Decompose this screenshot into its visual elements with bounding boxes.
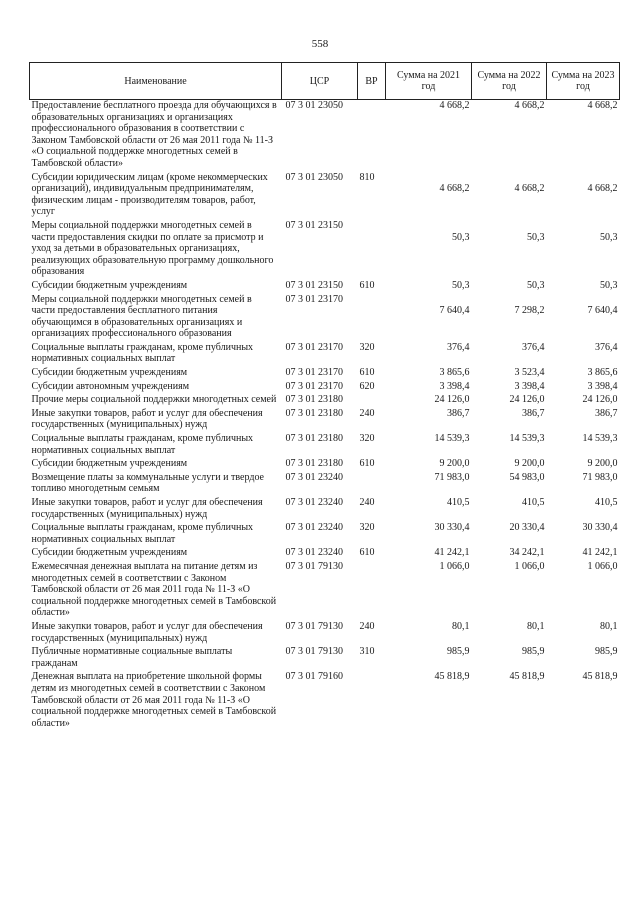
row-sum-2022: 20 330,4 bbox=[509, 522, 545, 534]
table-row bbox=[30, 381, 620, 395]
row-name: Иные закупки товаров, работ и услуг для обеспечения государственных (муниципальных) нужд bbox=[31, 497, 263, 520]
row-sum-2023: 50,3 bbox=[600, 279, 618, 291]
row-sum-2021: 985,9 bbox=[447, 646, 470, 658]
row-sum-2023: 24 126,0 bbox=[582, 394, 618, 406]
row-name: Публичные нормативные социальные выплаты гражданам bbox=[31, 646, 233, 669]
row-name: Социальные выплаты гражданам, кроме публичных нормативных социальных выплат bbox=[31, 522, 254, 545]
row-name: Субсидии автономным учреждениям bbox=[31, 380, 190, 392]
table-row bbox=[30, 472, 620, 497]
budget-table bbox=[29, 62, 620, 731]
table-row bbox=[30, 561, 620, 621]
row-csr: 07 3 01 23180 bbox=[285, 458, 343, 470]
row-sum-2022: 50,3 bbox=[527, 231, 545, 243]
row-sum-2021: 386,7 bbox=[447, 407, 470, 419]
row-sum-2023: 45 818,9 bbox=[582, 671, 618, 683]
row-vr: 240 bbox=[359, 497, 375, 508]
table-row bbox=[30, 220, 620, 280]
row-vr: 320 bbox=[359, 522, 375, 534]
row-csr: 07 3 01 23170 bbox=[285, 367, 343, 379]
row-name: Субсидии бюджетным учреждениям bbox=[31, 367, 188, 379]
row-sum-2021: 24 126,0 bbox=[434, 394, 470, 406]
row-vr: 610 bbox=[359, 547, 375, 559]
row-vr bbox=[358, 220, 386, 280]
row-sum-2021: 80,1 bbox=[452, 620, 470, 632]
row-sum-2021: 376,4 bbox=[447, 341, 470, 353]
row-sum-2022: 50,3 bbox=[527, 279, 545, 291]
table-row bbox=[30, 621, 620, 646]
row-sum-2023: 3 398,4 bbox=[587, 380, 618, 392]
row-sum-2021: 3 865,6 bbox=[439, 367, 470, 379]
table-row bbox=[30, 433, 620, 458]
row-vr bbox=[358, 472, 386, 497]
row-sum-2021: 45 818,9 bbox=[434, 671, 470, 683]
row-sum-2021: 30 330,4 bbox=[434, 522, 470, 534]
row-sum-2021: 71 983,0 bbox=[434, 471, 470, 483]
header-vr: ВР bbox=[358, 63, 386, 100]
row-name: Прочие меры социальной поддержки многодетных семей bbox=[31, 394, 277, 406]
row-sum-2022: 985,9 bbox=[522, 646, 545, 658]
row-sum-2022: 24 126,0 bbox=[509, 394, 545, 406]
row-name: Субсидии бюджетным учреждениям bbox=[31, 547, 188, 559]
row-sum-2022: 1 066,0 bbox=[514, 560, 545, 572]
table-row bbox=[30, 294, 620, 342]
row-csr: 07 3 01 79160 bbox=[285, 671, 343, 683]
row-sum-2021: 3 398,4 bbox=[439, 380, 470, 392]
row-sum-2022: 376,4 bbox=[522, 341, 545, 353]
row-vr: 320 bbox=[359, 433, 375, 445]
row-csr: 07 3 01 23170 bbox=[285, 380, 343, 392]
row-name: Социальные выплаты гражданам, кроме публичных нормативных социальных выплат bbox=[31, 433, 254, 456]
header-sum-2022: Сумма на 2022 год bbox=[472, 63, 547, 100]
row-sum-2022: 4 668,2 bbox=[514, 183, 545, 195]
row-vr: 610 bbox=[359, 279, 375, 291]
row-csr: 07 3 01 23170 bbox=[285, 341, 343, 353]
row-name: Денежная выплата на приобретение школьной формы детям из многодетных семей в соответствии с Законом Тамбовской области от 26 мая 2011 года № 11-З «О социальной поддержке многодетных семей в Тамбовской области» bbox=[31, 671, 277, 729]
row-csr: 07 3 01 23050 bbox=[285, 171, 343, 183]
table-header-row bbox=[30, 63, 620, 100]
row-sum-2023: 14 539,3 bbox=[582, 433, 618, 445]
row-vr bbox=[358, 100, 386, 172]
row-sum-2023: 410,5 bbox=[595, 497, 618, 508]
row-sum-2021: 9 200,0 bbox=[439, 458, 470, 470]
row-sum-2023: 9 200,0 bbox=[587, 458, 618, 470]
row-vr bbox=[358, 671, 386, 731]
row-sum-2023: 4 668,2 bbox=[587, 183, 618, 195]
table-row bbox=[30, 671, 620, 731]
row-vr: 320 bbox=[359, 341, 375, 353]
row-csr: 07 3 01 23180 bbox=[285, 407, 343, 419]
row-csr: 07 3 01 23240 bbox=[285, 471, 343, 483]
row-sum-2022: 34 242,1 bbox=[509, 547, 545, 559]
row-csr: 07 3 01 23240 bbox=[285, 547, 343, 559]
table-row bbox=[30, 458, 620, 472]
header-csr: ЦСР bbox=[282, 63, 358, 100]
row-csr: 07 3 01 23150 bbox=[285, 279, 343, 291]
row-name: Возмещение платы за коммунальные услуги и твердое топливо многодетным семьям bbox=[31, 471, 264, 495]
row-sum-2021: 14 539,3 bbox=[434, 433, 470, 445]
row-sum-2022: 3 398,4 bbox=[514, 380, 545, 392]
row-name: Ежемесячная денежная выплата на питание детям из многодетных семей в соответствии с Законом Тамбовской области от 26 мая 2011 года № 11-З «О социальной поддержке многодетных семей в Тамбовской области» bbox=[31, 560, 277, 619]
row-vr: 810 bbox=[359, 171, 375, 183]
row-csr: 07 3 01 23240 bbox=[285, 497, 343, 508]
row-name: Меры социальной поддержки многодетных семей в части предоставления бесплатного питания обучающимся в образовательных организациях и организациях профессионального образования bbox=[31, 293, 252, 340]
row-sum-2021: 4 668,2 bbox=[439, 100, 470, 111]
row-csr: 07 3 01 79130 bbox=[285, 646, 343, 658]
table-row bbox=[30, 367, 620, 381]
row-csr: 07 3 01 23240 bbox=[285, 522, 343, 534]
row-sum-2021: 410,5 bbox=[447, 497, 470, 508]
header-sum-2023: Сумма на 2023 год bbox=[547, 63, 620, 100]
table-body bbox=[30, 100, 620, 732]
row-sum-2022: 4 668,2 bbox=[514, 100, 545, 111]
table-row bbox=[30, 394, 620, 408]
row-vr: 240 bbox=[359, 620, 375, 632]
row-csr: 07 3 01 23170 bbox=[285, 293, 343, 305]
row-sum-2023: 80,1 bbox=[600, 620, 618, 632]
row-vr bbox=[358, 294, 386, 342]
row-sum-2022: 7 298,2 bbox=[514, 305, 545, 317]
row-vr: 620 bbox=[359, 380, 375, 392]
row-csr: 07 3 01 79130 bbox=[285, 560, 343, 572]
row-sum-2023: 4 668,2 bbox=[587, 100, 618, 111]
row-sum-2022: 3 523,4 bbox=[514, 367, 545, 379]
table-row bbox=[30, 522, 620, 547]
row-csr: 07 3 01 79130 bbox=[285, 620, 343, 632]
page-number: 558 bbox=[311, 38, 329, 50]
table-row bbox=[30, 646, 620, 671]
row-sum-2023: 7 640,4 bbox=[587, 305, 618, 317]
row-sum-2023: 30 330,4 bbox=[582, 522, 618, 534]
table-row bbox=[30, 100, 620, 172]
table-row bbox=[30, 497, 620, 522]
row-sum-2023: 985,9 bbox=[595, 646, 618, 658]
row-vr bbox=[358, 394, 386, 408]
row-sum-2023: 50,3 bbox=[600, 231, 618, 243]
row-vr: 610 bbox=[359, 367, 375, 379]
row-sum-2021: 1 066,0 bbox=[439, 560, 470, 572]
row-name: Социальные выплаты гражданам, кроме публичных нормативных социальных выплат bbox=[31, 341, 254, 365]
row-csr: 07 3 01 23180 bbox=[285, 433, 343, 445]
row-sum-2022: 9 200,0 bbox=[514, 458, 545, 470]
row-sum-2023: 71 983,0 bbox=[582, 471, 618, 483]
header-name: Наименование bbox=[30, 63, 282, 100]
row-sum-2021: 41 242,1 bbox=[434, 547, 470, 559]
row-csr: 07 3 01 23180 bbox=[285, 394, 343, 406]
row-sum-2021: 4 668,2 bbox=[439, 183, 470, 195]
row-sum-2023: 3 865,6 bbox=[587, 367, 618, 379]
table-row bbox=[30, 342, 620, 367]
row-sum-2022: 410,5 bbox=[522, 497, 545, 508]
row-vr: 240 bbox=[359, 407, 375, 419]
row-name: Предоставление бесплатного проезда для обучающихся в образовательных организациях и организациях профессионального образования в соответствии с Законом Тамбовской области от 26 мая 2011 года № 11-З «О социальной поддержке многодетных семей в Тамбовской области» bbox=[31, 100, 277, 169]
row-sum-2022: 14 539,3 bbox=[509, 433, 545, 445]
row-sum-2023: 1 066,0 bbox=[587, 560, 618, 572]
row-sum-2022: 80,1 bbox=[527, 620, 545, 632]
row-sum-2022: 386,7 bbox=[522, 407, 545, 419]
row-sum-2022: 45 818,9 bbox=[509, 671, 545, 683]
row-sum-2021: 50,3 bbox=[452, 279, 470, 291]
row-vr: 310 bbox=[359, 646, 375, 658]
row-csr: 07 3 01 23150 bbox=[285, 219, 343, 231]
row-sum-2023: 41 242,1 bbox=[582, 547, 618, 559]
row-csr: 07 3 01 23050 bbox=[285, 100, 343, 111]
row-sum-2023: 376,4 bbox=[595, 341, 618, 353]
row-name: Меры социальной поддержки многодетных семей в части предоставления скидки по оплате за присмотр и уход за детьми в образовательных организациях, реализующих образовательную программу дошкольного образования bbox=[31, 219, 274, 278]
row-sum-2022: 54 983,0 bbox=[509, 471, 545, 483]
row-vr bbox=[358, 561, 386, 621]
row-name: Иные закупки товаров, работ и услуг для обеспечения государственных (муниципальных) нужд bbox=[31, 620, 263, 644]
row-name: Иные закупки товаров, работ и услуг для обеспечения государственных (муниципальных) нужд bbox=[31, 407, 263, 431]
row-name: Субсидии бюджетным учреждениям bbox=[31, 458, 188, 470]
table-row bbox=[30, 172, 620, 220]
row-name: Субсидии юридическим лицам (кроме некоммерческих организаций), индивидуальным предпринимателям, физическим лицам - производителям товаров, работ, услуг bbox=[31, 171, 268, 218]
table-row bbox=[30, 408, 620, 433]
table-row bbox=[30, 280, 620, 294]
row-vr: 610 bbox=[359, 458, 375, 470]
table-row bbox=[30, 547, 620, 561]
row-sum-2021: 50,3 bbox=[452, 231, 470, 243]
row-name: Субсидии бюджетным учреждениям bbox=[31, 279, 188, 291]
row-sum-2021: 7 640,4 bbox=[439, 305, 470, 317]
header-sum-2021: Сумма на 2021 год bbox=[386, 63, 472, 100]
row-sum-2023: 386,7 bbox=[595, 407, 618, 419]
